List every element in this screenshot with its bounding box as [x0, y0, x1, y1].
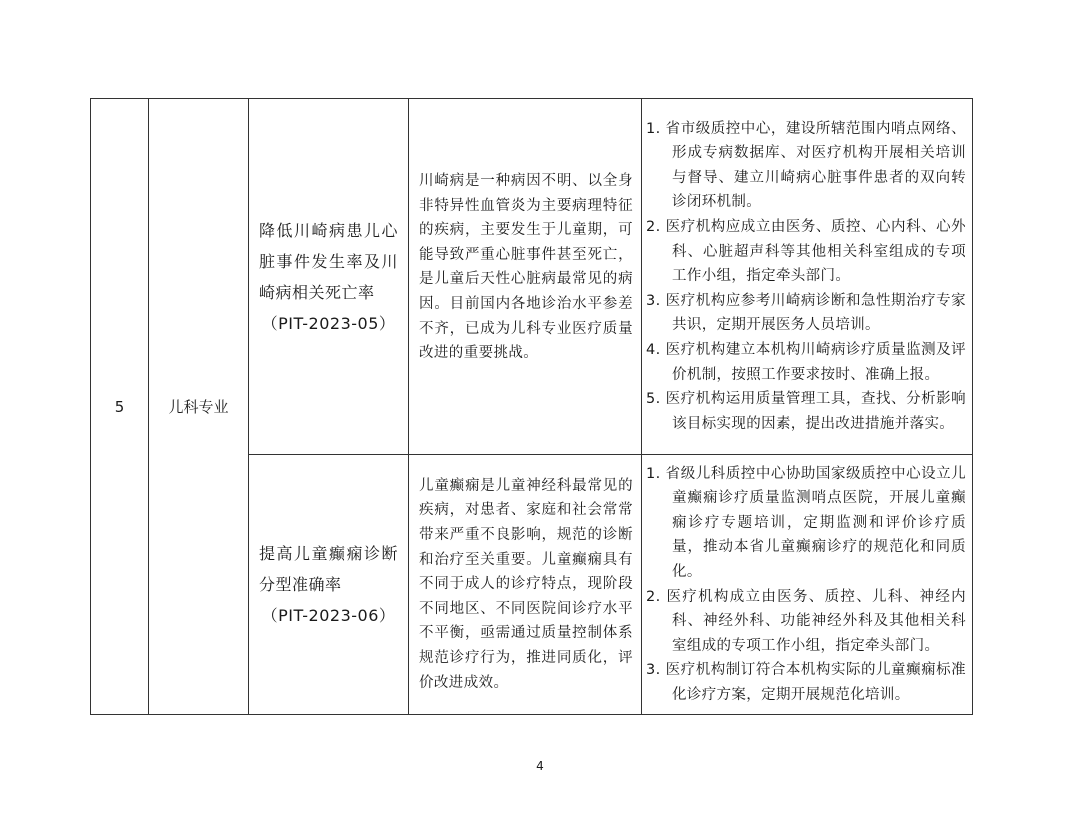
measure-item: 2. 医疗机构成立由医务、质控、儿科、神经内科、神经外科、功能神经外科及其他相关科室组成的专项工作小组，指定牵头部门。	[646, 588, 966, 654]
page-number: 4	[536, 759, 544, 773]
target-description: 川崎病是一种病因不明、以全身非特异性血管炎为主要病理特征的疾病，主要发生于儿童期，可能导致严重心脏事件甚至死亡，是儿童后天性心脏病最常见的病因。目前国内各地诊治水平参差不齐，已成为儿科专业医疗质量改进的重要挑战。	[419, 173, 633, 362]
target-code: （PIT-2023-06）	[261, 606, 396, 625]
target-goal-cell	[249, 455, 409, 715]
measure-item: 1. 省级儿科质控中心协助国家级质控中心设立儿童癫痫诊疗质量监测哨点医院，开展儿童癫痫诊疗专题培训，定期监测和评价诊疗质量，推动本省儿童癫痫诊疗的规范化和同质化。	[646, 465, 966, 580]
target-measures-cell	[642, 99, 973, 455]
measure-item: 3. 医疗机构制订符合本机构实际的儿童癫痫标准化诊疗方案，定期开展规范化培训。	[646, 662, 966, 703]
measure-item: 4. 医疗机构建立本机构川崎病诊疗质量监测及评价机制，按照工作要求按时、准确上报。	[646, 341, 966, 383]
specialty-name: 儿科专业	[149, 99, 249, 715]
target-goal: 降低川崎病患儿心脏事件发生率及川崎病相关死亡率	[259, 220, 398, 302]
quality-target-table	[90, 98, 973, 715]
target-measures-cell	[642, 455, 973, 715]
measure-item: 3. 医疗机构应参考川崎病诊断和急性期治疗专家共识，定期开展医务人员培训。	[646, 292, 966, 334]
target-goal: 提高儿童癫痫诊断分型准确率	[259, 544, 398, 594]
measure-item: 2. 医疗机构应成立由医务、质控、心内科、心外科、心脏超声科等其他相关科室组成的专项工作小组，指定牵头部门。	[646, 219, 966, 285]
measure-item: 5. 医疗机构运用质量管理工具，查找、分析影响该目标实现的因素，提出改进措施并落实。	[646, 391, 966, 432]
target-goal-cell	[249, 99, 409, 455]
target-description: 儿童癫痫是儿童神经科最常见的疾病，对患者、家庭和社会常常带来严重不良影响，规范的诊断和治疗至关重要。儿童癫痫具有不同于成人的诊疗特点，现阶段不同地区、不同医院间诊疗水平不平衡，亟需通过质量控制体系规范诊疗行为，推进同质化，评价改进成效。	[419, 477, 633, 691]
target-description-cell	[409, 99, 642, 455]
target-code: （PIT-2023-05）	[261, 313, 396, 333]
table-row	[91, 99, 973, 455]
target-description-cell	[409, 455, 642, 715]
row-number: 5	[91, 99, 149, 715]
measure-item: 1. 省市级质控中心，建设所辖范围内哨点网络、形成专病数据库、对医疗机构开展相关培训与督导、建立川崎病心脏事件患者的双向转诊闭环机制。	[646, 120, 966, 211]
